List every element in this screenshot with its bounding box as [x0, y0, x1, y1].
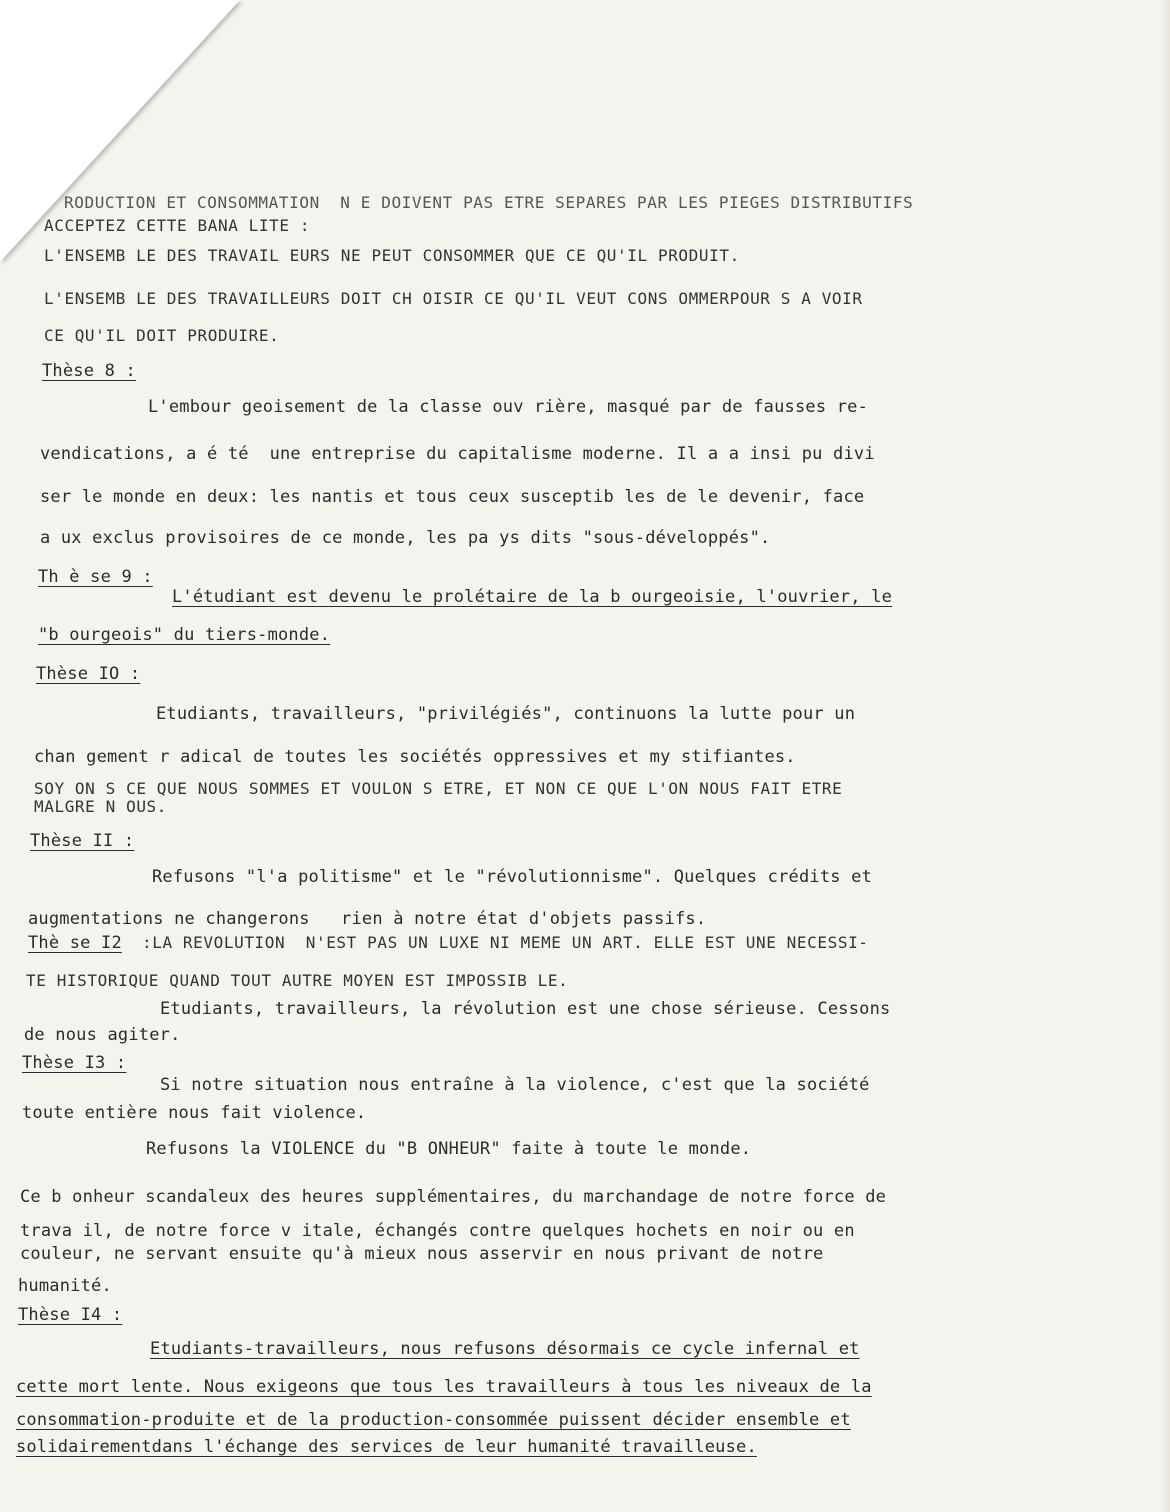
- text-line: de nous agiter.: [24, 1025, 181, 1045]
- text-line: MALGRE N OUS.: [34, 797, 168, 816]
- section-heading: Thèse II :: [30, 831, 135, 851]
- text-line: augmentations ne changerons rien à notre état d'objets passifs.: [28, 909, 707, 929]
- text-line: Refusons la VIOLENCE du "B ONHEUR" faite à toute le monde.: [146, 1139, 752, 1159]
- text-line: a ux exclus provisoires de ce monde, les pa ys dits "sous-développés".: [40, 528, 771, 548]
- text-line: cette mort lente. Nous exigeons que tous les travailleurs à tous les niveaux de la: [16, 1377, 872, 1397]
- text-line: Ce b onheur scandaleux des heures supplémentaires, du marchandage de notre force de: [20, 1187, 887, 1207]
- text-line: Etudiants, travailleurs, "privilégiés", continuons la lutte pour un: [156, 704, 856, 724]
- text-line: SOY ON S CE QUE NOUS SOMMES ET VOULON S ETRE, ET NON CE QUE L'ON NOUS FAIT ETRE: [34, 779, 843, 798]
- text-line: Si notre situation nous entraîne à la violence, c'est que la société: [160, 1075, 870, 1095]
- text-line: toute entière nous fait violence.: [22, 1103, 367, 1123]
- text-line: Etudiants-travailleurs, nous refusons désormais ce cycle infernal et: [150, 1339, 860, 1359]
- text-line: CE QU'IL DOIT PRODUIRE.: [44, 326, 280, 345]
- section-heading: Thè se I2: [28, 933, 122, 953]
- text-line: L'embour geoisement de la classe ouv rière, masqué par de fausses re-: [148, 397, 869, 417]
- text-line: solidairementdans l'échange des services de leur humanité travailleuse.: [16, 1437, 757, 1457]
- section-heading: Thèse IO :: [36, 664, 141, 684]
- text-line: consommation-produite et de la production-consommée puissent décider ensemble et: [16, 1410, 851, 1430]
- text-line: vendications, a é té une entreprise du capitalisme moderne. Il a a insi pu divi: [40, 444, 875, 464]
- text-line: Etudiants, travailleurs, la révolution est une chose sérieuse. Cessons: [160, 999, 891, 1019]
- text-line: L'ENSEMB LE DES TRAVAILLEURS DOIT CH OISIR CE QU'IL VEUT CONS OMMERPOUR S A VOIR: [44, 289, 863, 308]
- text-line: ACCEPTEZ CETTE BANA LITE :: [44, 216, 311, 235]
- text-line: chan gement r adical de toutes les sociétés oppressives et my stifiantes.: [34, 747, 796, 767]
- text-line: :LA REVOLUTION N'EST PAS UN LUXE NI MEME UN ART. ELLE EST UNE NECESSI-: [142, 933, 869, 952]
- text-line: L'ENSEMB LE DES TRAVAIL EURS NE PEUT CONSOMMER QUE CE QU'IL PRODUIT.: [44, 246, 740, 265]
- text-line: couleur, ne servant ensuite qu'à mieux nous asservir en nous privant de notre: [20, 1244, 824, 1264]
- section-heading: Th è se 9 :: [38, 567, 153, 587]
- text-line: "b ourgeois" du tiers-monde.: [38, 625, 331, 645]
- text-line: humanité.: [18, 1276, 112, 1296]
- section-heading: Thèse 8 :: [42, 361, 136, 381]
- text-line: trava il, de notre force v itale, échangés contre quelques hochets en noir ou en: [20, 1221, 855, 1241]
- text-line: Refusons "l'a politisme" et le "révolutionnisme". Quelques crédits et: [152, 867, 873, 887]
- text-line: L'étudiant est devenu le prolétaire de la b ourgeoisie, l'ouvrier, le: [172, 587, 893, 607]
- heading-line: RODUCTION ET CONSOMMATION N E DOIVENT PAS ETRE SEPARES PAR LES PIEGES DISTRIBUTIFS: [64, 193, 914, 212]
- section-heading: Thèse I3 :: [22, 1053, 127, 1073]
- text-line: ser le monde en deux: les nantis et tous ceux susceptib les de le devenir, face: [40, 487, 865, 507]
- text-line: TE HISTORIQUE QUAND TOUT AUTRE MOYEN EST IMPOSSIB LE.: [26, 971, 569, 990]
- section-heading: Thèse I4 :: [18, 1305, 123, 1325]
- page-edge: [1160, 0, 1170, 1512]
